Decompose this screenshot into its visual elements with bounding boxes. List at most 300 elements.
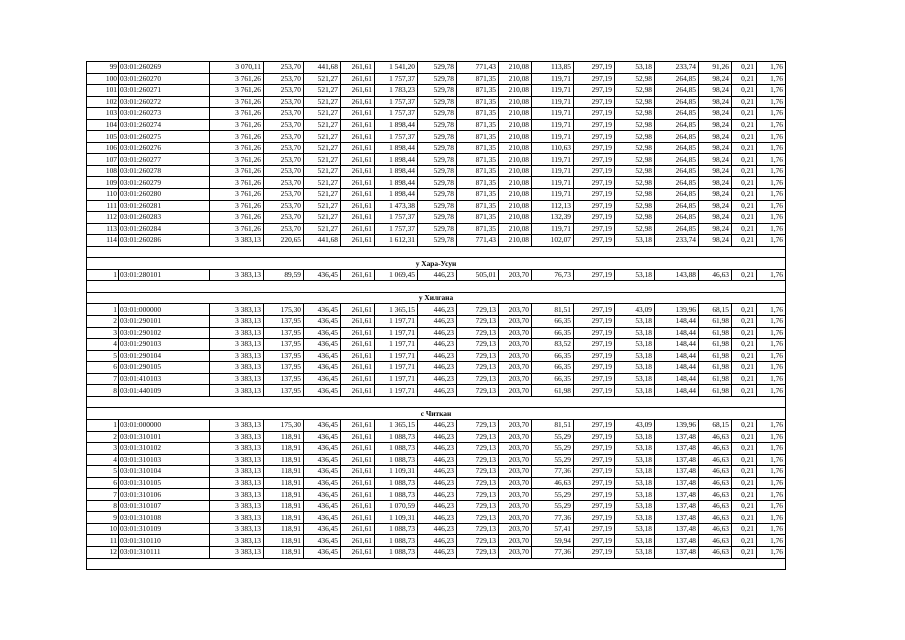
value-cell: 446,23 [418,350,457,362]
value-cell: 3 383,13 [210,304,264,316]
value-cell: 253,70 [264,142,304,154]
table-row [87,523,786,535]
table-row [87,119,786,131]
section-title: у Хилгана [87,292,786,304]
value-cell: 118,91 [264,500,304,512]
value-cell: 436,45 [304,419,341,431]
table-row [87,454,786,466]
value-cell: 436,45 [304,443,341,455]
table-row [87,212,786,224]
value-cell: 729,13 [457,304,499,316]
value-cell: 137,48 [655,477,699,489]
value-cell: 3 761,26 [210,212,264,224]
value-cell: 1,76 [757,431,786,443]
value-cell: 52,98 [615,96,655,108]
value-cell: 1 197,71 [375,373,418,385]
value-cell: 3 761,26 [210,85,264,97]
table-row [87,327,786,339]
value-cell: 264,85 [655,108,699,120]
value-cell: 3 761,26 [210,96,264,108]
value-cell: 521,27 [304,119,341,131]
value-cell: 61,98 [699,350,732,362]
value-cell: 297,19 [574,327,615,339]
value-cell: 119,71 [532,96,574,108]
cadastral-code-cell: 03:01:260286 [119,235,210,247]
value-cell: 0,21 [732,362,757,374]
value-cell: 52,98 [615,85,655,97]
value-cell: 505,01 [457,269,499,281]
value-cell: 1,76 [757,385,786,397]
value-cell: 253,70 [264,223,304,235]
value-cell: 52,98 [615,131,655,143]
value-cell: 132,39 [532,212,574,224]
value-cell: 1 088,73 [375,523,418,535]
value-cell: 139,96 [655,304,699,316]
value-cell: 261,61 [341,535,375,547]
value-cell: 871,35 [457,142,499,154]
value-cell: 137,48 [655,489,699,501]
value-cell: 210,08 [499,119,532,131]
value-cell: 446,23 [418,339,457,351]
value-cell: 98,24 [699,200,732,212]
table-row [87,154,786,166]
value-cell: 61,98 [699,373,732,385]
value-cell: 53,18 [615,385,655,397]
value-cell: 210,08 [499,189,532,201]
value-cell: 52,98 [615,108,655,120]
value-cell: 297,19 [574,212,615,224]
blank-cell [87,396,786,408]
blank-row [87,246,786,258]
value-cell: 521,27 [304,85,341,97]
value-cell: 253,70 [264,189,304,201]
value-cell: 297,19 [574,419,615,431]
value-cell: 210,08 [499,142,532,154]
blank-cell [87,246,786,258]
value-cell: 261,61 [341,546,375,558]
value-cell: 76,73 [532,269,574,281]
value-cell: 1 088,73 [375,477,418,489]
value-cell: 0,21 [732,131,757,143]
value-cell: 43,09 [615,304,655,316]
value-cell: 53,18 [615,512,655,524]
value-cell: 3 070,11 [210,62,264,74]
value-cell: 529,78 [418,212,457,224]
value-cell: 297,19 [574,339,615,351]
value-cell: 1 898,44 [375,165,418,177]
value-cell: 1,76 [757,96,786,108]
value-cell: 261,61 [341,327,375,339]
value-cell: 55,29 [532,500,574,512]
value-cell: 297,19 [574,350,615,362]
row-number-cell: 109 [87,177,119,189]
value-cell: 729,13 [457,431,499,443]
value-cell: 729,13 [457,466,499,478]
value-cell: 297,19 [574,500,615,512]
value-cell: 297,19 [574,108,615,120]
value-cell: 1 088,73 [375,535,418,547]
value-cell: 148,44 [655,373,699,385]
value-cell: 529,78 [418,131,457,143]
value-cell: 98,24 [699,154,732,166]
value-cell: 53,18 [615,362,655,374]
value-cell: 1,76 [757,212,786,224]
value-cell: 137,95 [264,373,304,385]
value-cell: 871,35 [457,73,499,85]
section-header-row [87,408,786,420]
value-cell: 210,08 [499,200,532,212]
value-cell: 1 898,44 [375,177,418,189]
value-cell: 261,61 [341,235,375,247]
table-row [87,304,786,316]
table-row [87,385,786,397]
value-cell: 446,23 [418,373,457,385]
value-cell: 1,76 [757,62,786,74]
value-cell: 297,19 [574,362,615,374]
value-cell: 253,70 [264,154,304,166]
value-cell: 53,18 [615,466,655,478]
value-cell: 529,78 [418,200,457,212]
value-cell: 53,18 [615,327,655,339]
value-cell: 446,23 [418,443,457,455]
value-cell: 297,19 [574,512,615,524]
value-cell: 3 383,13 [210,454,264,466]
value-cell: 261,61 [341,454,375,466]
cadastral-code-cell: 03:01:260269 [119,62,210,74]
value-cell: 98,24 [699,96,732,108]
cadastral-code-cell: 03:01:310108 [119,512,210,524]
value-cell: 436,45 [304,362,341,374]
value-cell: 521,27 [304,212,341,224]
value-cell: 729,13 [457,385,499,397]
value-cell: 3 761,26 [210,200,264,212]
value-cell: 264,85 [655,85,699,97]
value-cell: 3 761,26 [210,108,264,120]
value-cell: 1,76 [757,316,786,328]
cadastral-code-cell: 03:01:260273 [119,108,210,120]
table-row [87,512,786,524]
value-cell: 0,21 [732,316,757,328]
table-row [87,546,786,558]
value-cell: 1,76 [757,327,786,339]
value-cell: 771,43 [457,235,499,247]
value-cell: 1 365,15 [375,304,418,316]
value-cell: 253,70 [264,96,304,108]
value-cell: 871,35 [457,108,499,120]
value-cell: 446,23 [418,431,457,443]
value-cell: 0,21 [732,269,757,281]
value-cell: 1 612,31 [375,235,418,247]
value-cell: 1,76 [757,269,786,281]
value-cell: 59,94 [532,535,574,547]
value-cell: 729,13 [457,316,499,328]
value-cell: 1 088,73 [375,546,418,558]
row-number-cell: 3 [87,443,119,455]
value-cell: 46,63 [699,477,732,489]
cadastral-code-cell: 03:01:310103 [119,454,210,466]
value-cell: 729,13 [457,443,499,455]
value-cell: 137,95 [264,350,304,362]
value-cell: 253,70 [264,200,304,212]
row-number-cell: 11 [87,535,119,547]
value-cell: 264,85 [655,165,699,177]
row-number-cell: 104 [87,119,119,131]
value-cell: 118,91 [264,546,304,558]
value-cell: 118,91 [264,477,304,489]
row-number-cell: 9 [87,512,119,524]
value-cell: 264,85 [655,189,699,201]
value-cell: 1 197,71 [375,316,418,328]
row-number-cell: 7 [87,489,119,501]
blank-cell [87,281,786,293]
value-cell: 148,44 [655,350,699,362]
value-cell: 436,45 [304,477,341,489]
blank-cell [87,558,786,570]
row-number-cell: 110 [87,189,119,201]
value-cell: 436,45 [304,489,341,501]
value-cell: 297,19 [574,443,615,455]
value-cell: 261,61 [341,419,375,431]
value-cell: 441,68 [304,235,341,247]
value-cell: 148,44 [655,385,699,397]
value-cell: 0,21 [732,73,757,85]
value-cell: 61,98 [699,339,732,351]
value-cell: 441,68 [304,62,341,74]
value-cell: 297,19 [574,477,615,489]
value-cell: 729,13 [457,373,499,385]
value-cell: 253,70 [264,212,304,224]
value-cell: 3 383,13 [210,339,264,351]
value-cell: 98,24 [699,131,732,143]
table-row [87,443,786,455]
row-number-cell: 112 [87,212,119,224]
value-cell: 46,63 [699,500,732,512]
value-cell: 446,23 [418,304,457,316]
value-cell: 729,13 [457,489,499,501]
value-cell: 137,95 [264,316,304,328]
cadastral-code-cell: 03:01:310110 [119,535,210,547]
value-cell: 203,70 [499,362,532,374]
value-cell: 729,13 [457,419,499,431]
table-row [87,85,786,97]
value-cell: 436,45 [304,454,341,466]
table-row [87,431,786,443]
value-cell: 98,24 [699,85,732,97]
value-cell: 446,23 [418,466,457,478]
value-cell: 98,24 [699,119,732,131]
value-cell: 1 898,44 [375,154,418,166]
value-cell: 61,98 [699,316,732,328]
cadastral-code-cell: 03:01:260276 [119,142,210,154]
value-cell: 143,88 [655,269,699,281]
value-cell: 446,23 [418,454,457,466]
value-cell: 210,08 [499,177,532,189]
value-cell: 0,21 [732,235,757,247]
cadastral-code-cell: 03:01:260281 [119,200,210,212]
table-row [87,477,786,489]
value-cell: 66,35 [532,362,574,374]
row-number-cell: 4 [87,454,119,466]
value-cell: 3 383,13 [210,316,264,328]
value-cell: 529,78 [418,165,457,177]
cadastral-code-cell: 03:01:310104 [119,466,210,478]
value-cell: 77,36 [532,512,574,524]
value-cell: 729,13 [457,350,499,362]
value-cell: 3 761,26 [210,189,264,201]
value-cell: 729,13 [457,477,499,489]
value-cell: 3 383,13 [210,431,264,443]
value-cell: 871,35 [457,223,499,235]
value-cell: 119,71 [532,165,574,177]
value-cell: 203,70 [499,385,532,397]
value-cell: 264,85 [655,212,699,224]
value-cell: 137,48 [655,454,699,466]
value-cell: 1 197,71 [375,327,418,339]
value-cell: 1 898,44 [375,142,418,154]
value-cell: 52,98 [615,212,655,224]
row-number-cell: 12 [87,546,119,558]
value-cell: 53,18 [615,431,655,443]
value-cell: 1,76 [757,339,786,351]
value-cell: 210,08 [499,165,532,177]
value-cell: 3 383,13 [210,235,264,247]
row-number-cell: 8 [87,500,119,512]
value-cell: 436,45 [304,385,341,397]
value-cell: 0,21 [732,466,757,478]
row-number-cell: 99 [87,62,119,74]
value-cell: 203,70 [499,419,532,431]
value-cell: 261,61 [341,142,375,154]
cadastral-code-cell: 03:01:260274 [119,119,210,131]
value-cell: 1,76 [757,235,786,247]
value-cell: 98,24 [699,177,732,189]
value-cell: 0,21 [732,96,757,108]
value-cell: 261,61 [341,443,375,455]
value-cell: 261,61 [341,119,375,131]
value-cell: 1,76 [757,154,786,166]
table-row [87,466,786,478]
value-cell: 1 473,38 [375,200,418,212]
table-row [87,373,786,385]
value-cell: 297,19 [574,235,615,247]
value-cell: 3 383,13 [210,523,264,535]
value-cell: 436,45 [304,304,341,316]
value-cell: 0,21 [732,489,757,501]
value-cell: 729,13 [457,339,499,351]
value-cell: 446,23 [418,362,457,374]
value-cell: 1 898,44 [375,189,418,201]
row-number-cell: 107 [87,154,119,166]
table-body [87,62,786,570]
value-cell: 3 761,26 [210,119,264,131]
value-cell: 53,18 [615,350,655,362]
value-cell: 1 365,15 [375,419,418,431]
value-cell: 1 197,71 [375,350,418,362]
value-cell: 137,48 [655,523,699,535]
value-cell: 233,74 [655,62,699,74]
blank-row [87,396,786,408]
value-cell: 112,13 [532,200,574,212]
value-cell: 1 757,37 [375,96,418,108]
value-cell: 0,21 [732,385,757,397]
value-cell: 55,29 [532,489,574,501]
value-cell: 0,21 [732,62,757,74]
value-cell: 118,91 [264,512,304,524]
value-cell: 119,71 [532,108,574,120]
value-cell: 203,70 [499,373,532,385]
value-cell: 0,21 [732,523,757,535]
value-cell: 521,27 [304,200,341,212]
value-cell: 729,13 [457,523,499,535]
value-cell: 529,78 [418,235,457,247]
value-cell: 1,76 [757,73,786,85]
cadastral-code-cell: 03:01:000000 [119,419,210,431]
value-cell: 297,19 [574,316,615,328]
table-row [87,223,786,235]
value-cell: 46,63 [699,454,732,466]
value-cell: 521,27 [304,189,341,201]
value-cell: 3 383,13 [210,350,264,362]
value-cell: 148,44 [655,362,699,374]
value-cell: 77,36 [532,546,574,558]
table-row [87,362,786,374]
value-cell: 46,63 [532,477,574,489]
value-cell: 98,24 [699,189,732,201]
value-cell: 729,13 [457,500,499,512]
value-cell: 55,29 [532,454,574,466]
value-cell: 253,70 [264,177,304,189]
value-cell: 264,85 [655,177,699,189]
value-cell: 297,19 [574,131,615,143]
value-cell: 1,76 [757,142,786,154]
cadastral-code-cell: 03:01:290104 [119,350,210,362]
value-cell: 261,61 [341,73,375,85]
value-cell: 203,70 [499,489,532,501]
value-cell: 1 088,73 [375,489,418,501]
value-cell: 210,08 [499,108,532,120]
value-cell: 436,45 [304,327,341,339]
value-cell: 529,78 [418,177,457,189]
value-cell: 3 383,13 [210,419,264,431]
value-cell: 203,70 [499,535,532,547]
value-cell: 436,45 [304,546,341,558]
cadastral-code-cell: 03:01:310101 [119,431,210,443]
value-cell: 52,98 [615,223,655,235]
value-cell: 261,61 [341,62,375,74]
value-cell: 0,21 [732,500,757,512]
value-cell: 264,85 [655,200,699,212]
value-cell: 137,95 [264,327,304,339]
value-cell: 3 383,13 [210,385,264,397]
value-cell: 261,61 [341,85,375,97]
value-cell: 46,63 [699,512,732,524]
section-title: с Читкан [87,408,786,420]
row-number-cell: 105 [87,131,119,143]
value-cell: 118,91 [264,535,304,547]
value-cell: 89,59 [264,269,304,281]
value-cell: 297,19 [574,189,615,201]
value-cell: 1 898,44 [375,119,418,131]
value-cell: 110,63 [532,142,574,154]
value-cell: 1,76 [757,362,786,374]
value-cell: 220,65 [264,235,304,247]
cadastral-code-cell: 03:01:310107 [119,500,210,512]
value-cell: 3 761,26 [210,73,264,85]
value-cell: 264,85 [655,119,699,131]
value-cell: 1,76 [757,189,786,201]
row-number-cell: 2 [87,431,119,443]
value-cell: 0,21 [732,546,757,558]
